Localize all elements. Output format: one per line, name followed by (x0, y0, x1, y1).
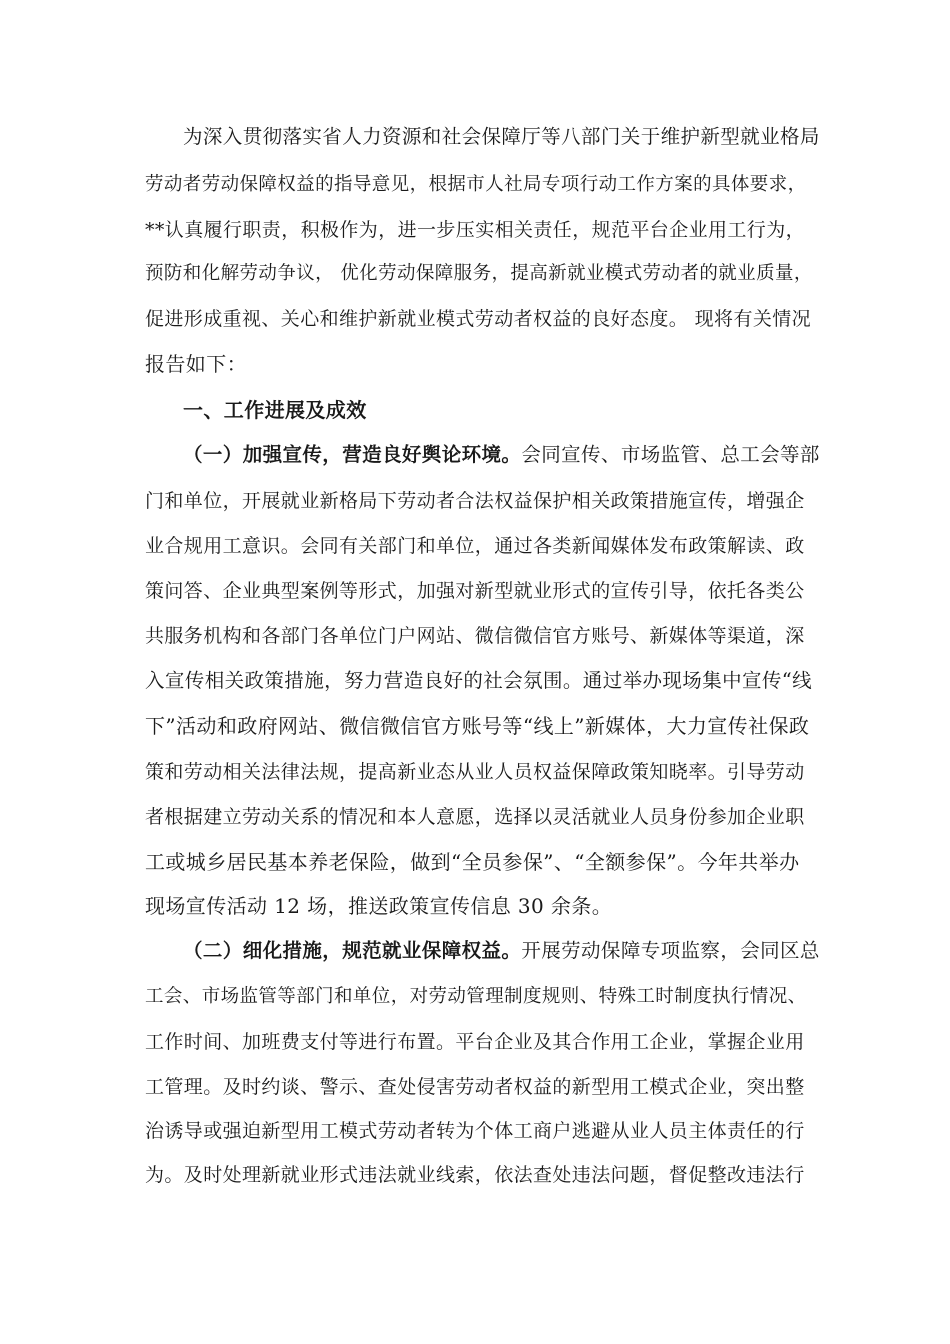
item1-line-8: 策和劳动相关法律法规，提高新业态从业人员权益保障政策知晓率。引导劳动 (145, 761, 805, 783)
intro-line-3: **认真履行职责，积极作为，进一步压实相关责任，规范平台企业用工行为， (145, 219, 806, 241)
item2-line-4: 工管理。及时约谈、警示、查处侵害劳动者权益的新型用工模式企业，突出整 (145, 1076, 805, 1098)
intro-line-2: 劳动者劳动保障权益的指导意见，根据市人社局专项行动工作方案的具体要求， (145, 174, 807, 195)
item2-first-line (183, 939, 820, 963)
item1-line-11: 现场宣传活动 12 场，推送政策宣传信息 30 余条。 (145, 894, 613, 918)
item2-title: （二）细化措施，规范就业保障权益。 (183, 939, 522, 962)
item1-line-2: 门和单位，开展就业新格局下劳动者合法权益保护相关政策措施宣传，增强企 (145, 490, 805, 512)
item2-line-2: 工会、市场监管等部门和单位，对劳动管理制度规则、特殊工时制度执行情况、 (145, 986, 807, 1007)
item1-line-10: 工或城乡居民基本养老保险，做到“全员参保”、“全额参保”。今年共举办 (145, 850, 800, 874)
item1-line-4: 策问答、企业典型案例等形式，加强对新型就业形式的宣传引导，依托各类公 (145, 580, 805, 602)
item1-first-line (183, 443, 820, 467)
item1-line-6: 入宣传相关政策措施，努力营造良好的社会氛围。通过举办现场集中宣传“线 (145, 669, 813, 692)
item1-line-5: 共服务机构和各部门各单位门户网站、微信微信官方账号、新媒体等渠道，深 (145, 625, 805, 647)
intro-line-5: 促进形成重视、关心和维护新就业模式劳动者权益的良好态度。 现将有关情况 (145, 308, 812, 330)
item1-line-7: 下”活动和政府网站、微信微信官方账号等“线上”新媒体，大力宣传社保政 (145, 714, 810, 738)
item1-line-3: 业合规用工意识。会同有关部门和单位，通过各类新闻媒体发布政策解读、政 (145, 535, 805, 557)
item2-line-6: 为。及时处理新就业形式违法就业线索，依法查处违法问题，督促整改违法行 (145, 1164, 805, 1186)
item2-first-line-rest: 开展劳动保障专项监察，会同区总 (521, 939, 820, 962)
item2-line-3: 工作时间、加班费支付等进行布置。平台企业及其合作用工企业，掌握企业用 (145, 1031, 805, 1053)
section-heading: 一、工作进展及成效 (183, 398, 367, 422)
intro-line-6: 报告如下： (145, 352, 247, 376)
item1-title: （一）加强宣传，营造良好舆论环境。 (183, 443, 522, 466)
item2-line-5: 治诱导或强迫新型用工模式劳动者转为个体工商户逃避从业人员主体责任的行 (145, 1120, 805, 1142)
intro-line-1: 为深入贯彻落实省人力资源和社会保障厅等八部门关于维护新型就业格局 (183, 125, 820, 148)
intro-line-4: 预防和化解劳动争议， 优化劳动保障服务，提高新就业模式劳动者的就业质量， (145, 263, 813, 284)
item1-line-9: 者根据建立劳动关系的情况和本人意愿，选择以灵活就业人员身份参加企业职 (145, 806, 805, 828)
item1-first-line-rest: 会同宣传、市场监管、总工会等部 (521, 443, 820, 466)
